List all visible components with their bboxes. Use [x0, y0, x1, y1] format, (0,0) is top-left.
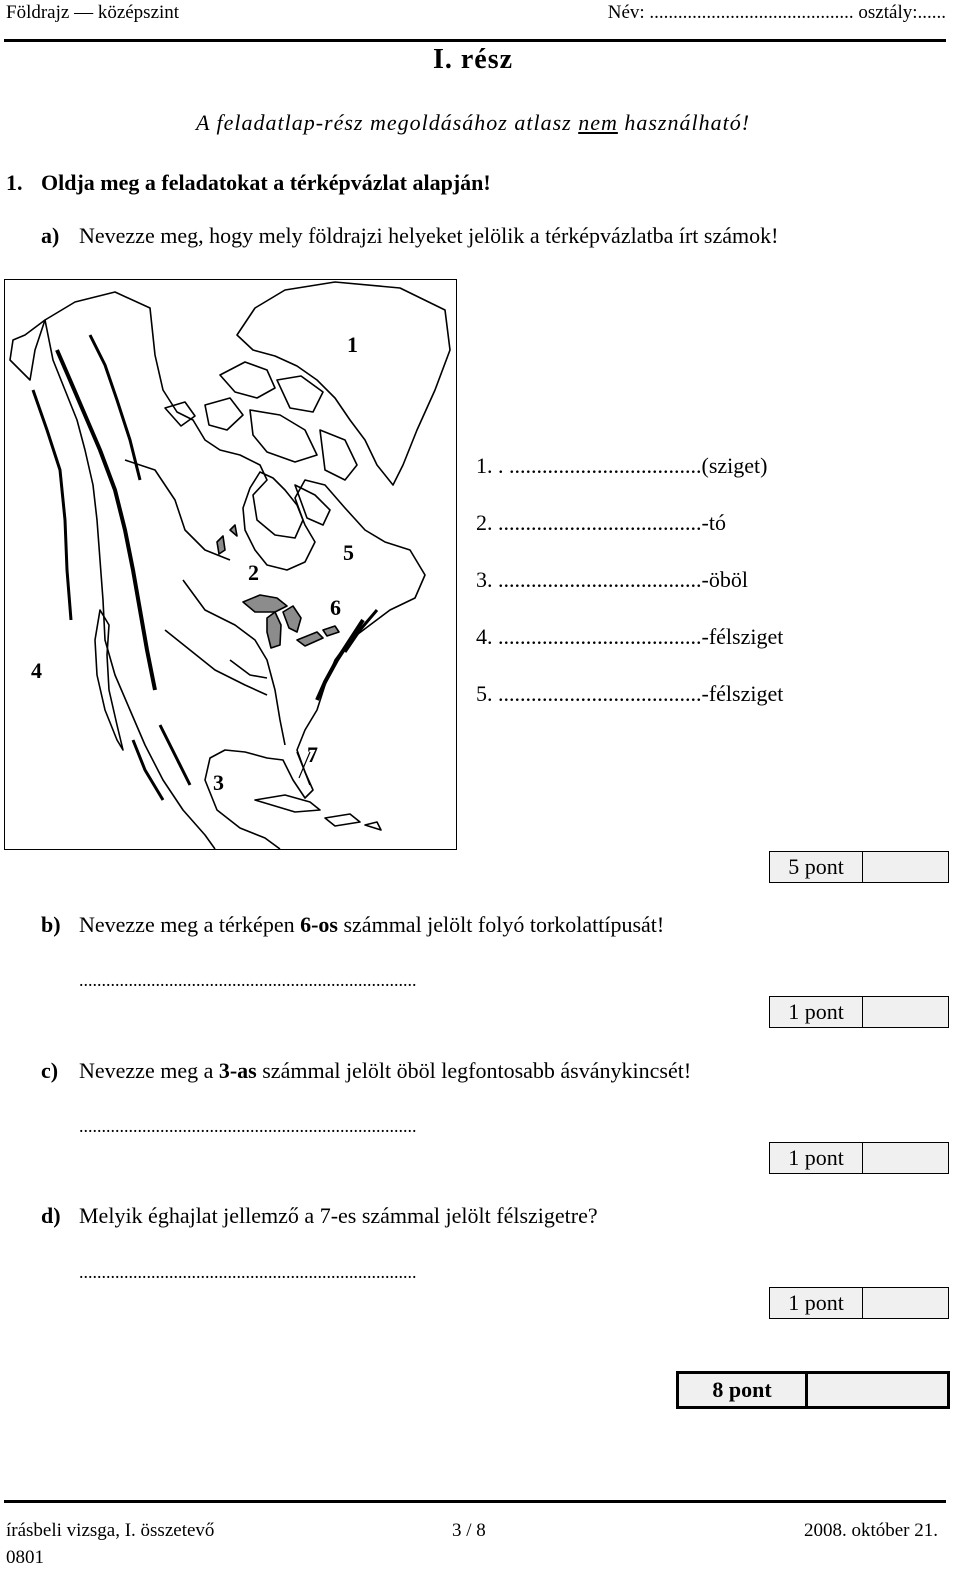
- points-label-c: 1 pont: [770, 1143, 863, 1173]
- answer-line-2[interactable]: 2. .....................................-tó: [476, 510, 726, 535]
- answer-line-5[interactable]: 5. .....................................-félsziget: [476, 681, 784, 706]
- points-label-d: 1 pont: [770, 1288, 863, 1318]
- answer-line-1[interactable]: 1. . ...................................(sziget): [476, 453, 768, 478]
- answer-line-c[interactable]: ...........................................................................: [79, 1116, 417, 1136]
- points-box-b: [769, 996, 949, 1028]
- subtask-b-before: Nevezze meg a térképen: [79, 912, 301, 937]
- score-field-d[interactable]: [863, 1288, 948, 1318]
- answer-line-b[interactable]: ...........................................................................: [79, 970, 417, 990]
- footer-date: 2008. október 21.: [803, 1520, 938, 1541]
- map-number-6: 6: [330, 595, 341, 620]
- subtask-b-label: b): [41, 912, 61, 937]
- points-box-c: [769, 1142, 949, 1174]
- total-score-field[interactable]: [808, 1374, 947, 1406]
- atlas-note-after: használható!: [617, 110, 751, 135]
- map-number-7: 7: [307, 742, 318, 767]
- header-rule: [4, 39, 946, 42]
- subtask-b-after: számmal jelölt folyó torkolattípusát!: [337, 912, 665, 937]
- subtask-c-after: számmal jelölt öböl legfontosabb ásványkincsét!: [256, 1058, 692, 1083]
- north-america-sketch-map: [4, 279, 457, 850]
- task-number: 1.: [6, 170, 23, 195]
- score-field-c[interactable]: [863, 1143, 948, 1173]
- map-number-2: 2: [248, 560, 259, 585]
- score-field-b[interactable]: [863, 997, 948, 1027]
- score-field-a[interactable]: [863, 852, 948, 882]
- subtask-d-text: Melyik éghajlat jellemző a 7-es számmal jelölt félszigetre?: [79, 1203, 598, 1228]
- answer-line-d[interactable]: ...........................................................................: [79, 1262, 417, 1282]
- total-points-box: [676, 1371, 950, 1409]
- points-box-a: [769, 851, 949, 883]
- subtask-d-label: d): [41, 1203, 61, 1228]
- footer-page: 3 / 8: [452, 1520, 486, 1541]
- footer-code: 0801: [6, 1547, 44, 1568]
- subtask-c-bold: 3-as: [218, 1058, 257, 1083]
- subtask-b-text: [79, 912, 664, 938]
- subtask-b-bold: 6-os: [300, 912, 338, 937]
- points-box-d: [769, 1287, 949, 1319]
- header-left: Földrajz — középszint: [6, 2, 180, 23]
- task-title: Oldja meg a feladatokat a térképvázlat alapján!: [41, 170, 491, 195]
- map-number-3: 3: [213, 770, 224, 795]
- atlas-note-emph: nem: [578, 110, 618, 135]
- points-label-a: 5 pont: [770, 852, 863, 882]
- answer-line-3[interactable]: 3. .....................................-öböl: [476, 567, 748, 592]
- subtask-c-before: Nevezze meg a: [79, 1058, 219, 1083]
- answer-line-4[interactable]: 4. .....................................-félsziget: [476, 624, 784, 649]
- atlas-note-before: A feladatlap-rész megoldásához atlasz: [195, 110, 579, 135]
- header-right: Név: ........................................... osztály:......: [607, 2, 946, 23]
- footer-left: írásbeli vizsga, I. összetevő: [6, 1520, 215, 1541]
- total-points-label: 8 pont: [679, 1374, 808, 1406]
- subtask-c-text: [79, 1058, 691, 1084]
- map-number-5: 5: [343, 540, 354, 565]
- atlas-note: [0, 110, 946, 136]
- map-number-1: 1: [347, 332, 358, 357]
- subtask-a-text: Nevezze meg, hogy mely földrajzi helyeket jelölik a térképvázlatba írt számok!: [79, 223, 779, 248]
- subtask-c-label: c): [41, 1058, 59, 1083]
- points-label-b: 1 pont: [770, 997, 863, 1027]
- footer-rule: [4, 1500, 946, 1503]
- map-number-4: 4: [31, 658, 42, 683]
- subtask-a-label: a): [41, 223, 60, 248]
- part-title: I. rész: [432, 44, 514, 75]
